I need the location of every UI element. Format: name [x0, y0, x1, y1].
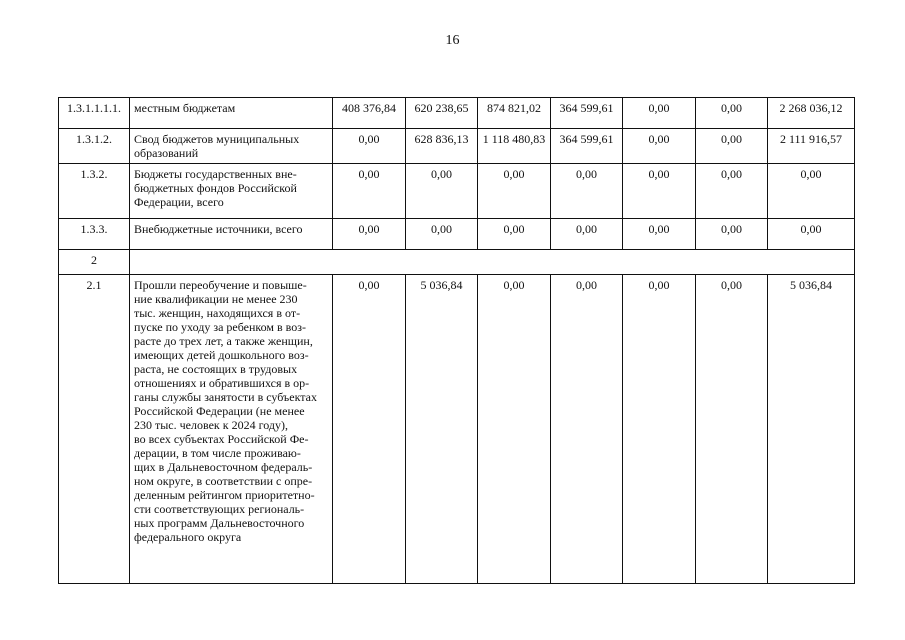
- table-row: [59, 98, 855, 129]
- table-row: [59, 164, 855, 219]
- budget-table: [58, 97, 855, 584]
- value-cell: 0,00: [478, 219, 551, 250]
- value-cell: 620 238,65: [406, 98, 478, 129]
- value-cell: 0,00: [623, 164, 696, 219]
- row-description: местным бюджетам: [130, 98, 333, 129]
- value-cell: 0,00: [333, 219, 406, 250]
- value-cell: 0,00: [551, 219, 623, 250]
- value-cell: 0,00: [406, 164, 478, 219]
- row-code: 1.3.3.: [59, 219, 130, 250]
- section-code: 2: [59, 250, 130, 275]
- row-description: Прошли переобучение и повыше- ние квалификации не менее 230 тыс. женщин, находящихся в от- пуске по уходу за ребенком в воз- расте до трех лет, а также женщин, имеющих детей дошкольного воз- раста, не состоящих в трудовых отношениях и обратившихся в ор- ганы службы занятости в субъектах Российской Федерации (не менее 230 тыс. человек к 2024 году), во всех субъектах Российской Фе- дерации, в том числе проживаю- щих в Дальневосточном федераль- ном округе, в соответствии с опре- деленным рейтингом приоритетно- сти соответствующих региональ- ных программ Дальневосточного федерального округа: [130, 275, 333, 584]
- value-cell: 0,00: [696, 129, 768, 164]
- value-cell: 1 118 480,83: [478, 129, 551, 164]
- value-cell: 0,00: [551, 275, 623, 584]
- row-description: Свод бюджетов муниципальных образований: [130, 129, 333, 164]
- section-row: [59, 250, 855, 275]
- section-title: [130, 250, 855, 275]
- total-cell: 0,00: [768, 219, 855, 250]
- value-cell: 408 376,84: [333, 98, 406, 129]
- total-cell: 0,00: [768, 164, 855, 219]
- value-cell: 0,00: [333, 129, 406, 164]
- value-cell: 0,00: [406, 219, 478, 250]
- row-description: Бюджеты государственных вне- бюджетных фондов Российской Федерации, всего: [130, 164, 333, 219]
- row-description: Внебюджетные источники, всего: [130, 219, 333, 250]
- value-cell: 874 821,02: [478, 98, 551, 129]
- table-row: [59, 129, 855, 164]
- value-cell: 0,00: [623, 129, 696, 164]
- value-cell: 0,00: [696, 98, 768, 129]
- value-cell: 0,00: [623, 98, 696, 129]
- row-code: 1.3.2.: [59, 164, 130, 219]
- value-cell: 0,00: [696, 164, 768, 219]
- table-row: [59, 275, 855, 584]
- row-code: 1.3.1.2.: [59, 129, 130, 164]
- row-code: 2.1: [59, 275, 130, 584]
- page-number: 16: [445, 33, 460, 48]
- value-cell: 0,00: [551, 164, 623, 219]
- value-cell: 0,00: [696, 219, 768, 250]
- value-cell: 0,00: [333, 275, 406, 584]
- value-cell: 364 599,61: [551, 129, 623, 164]
- value-cell: 5 036,84: [406, 275, 478, 584]
- total-cell: 2 111 916,57: [768, 129, 855, 164]
- row-code: 1.3.1.1.1.1.: [59, 98, 130, 129]
- total-cell: 5 036,84: [768, 275, 855, 584]
- value-cell: 628 836,13: [406, 129, 478, 164]
- value-cell: 0,00: [623, 275, 696, 584]
- value-cell: 0,00: [478, 275, 551, 584]
- total-cell: 2 268 036,12: [768, 98, 855, 129]
- value-cell: 0,00: [333, 164, 406, 219]
- value-cell: 0,00: [623, 219, 696, 250]
- value-cell: 0,00: [696, 275, 768, 584]
- value-cell: 364 599,61: [551, 98, 623, 129]
- table-row: [59, 219, 855, 250]
- value-cell: 0,00: [478, 164, 551, 219]
